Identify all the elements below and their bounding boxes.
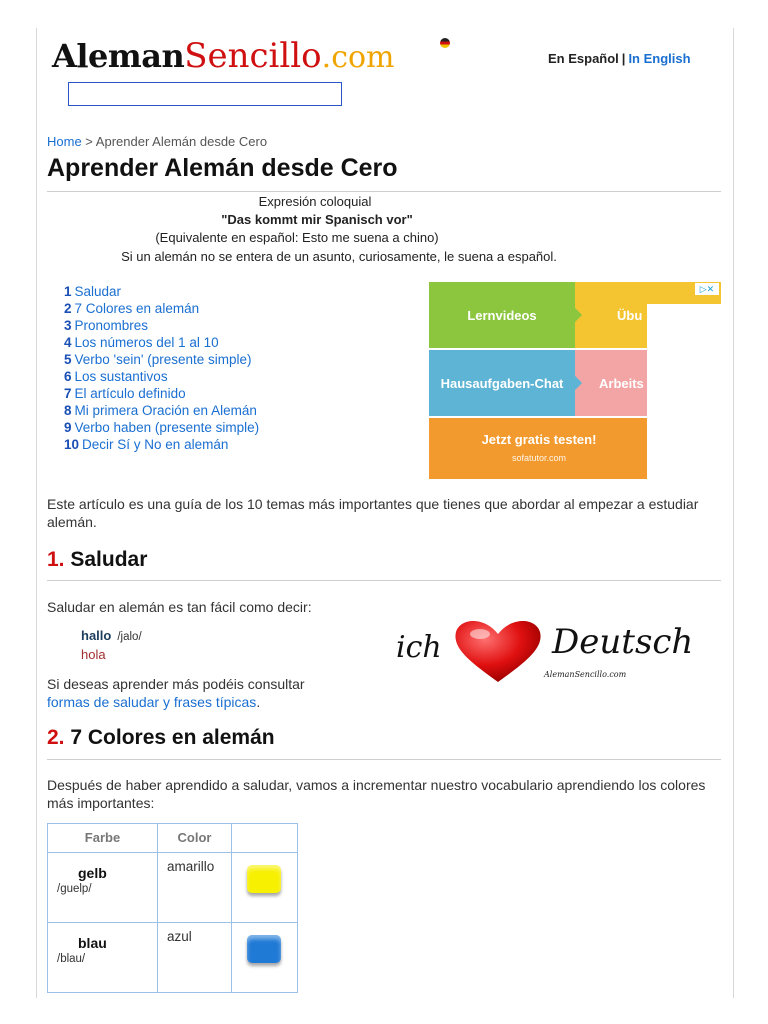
section1-text: Saludar en alemán es tan fácil como decir: bbox=[47, 599, 312, 615]
cell-german: blau /blau/ bbox=[48, 923, 158, 993]
german-flag-icon bbox=[440, 38, 450, 48]
divider bbox=[47, 191, 721, 192]
toc-item[interactable]: 2 7 Colores en alemán bbox=[64, 301, 200, 316]
heart-icon bbox=[450, 618, 546, 684]
search-input[interactable] bbox=[68, 82, 342, 106]
table-row bbox=[48, 853, 298, 923]
table-header-row bbox=[48, 824, 298, 853]
breadcrumb: Home > Aprender Alemán desde Cero bbox=[47, 134, 268, 149]
toc-item[interactable]: 6 Los sustantivos bbox=[64, 369, 168, 384]
section-heading-colores: 2. 7 Colores en alemán bbox=[47, 726, 275, 749]
table-row bbox=[48, 923, 298, 993]
toc-item[interactable]: 5 Verbo 'sein' (presente simple) bbox=[64, 352, 252, 367]
toc-item[interactable]: 9 Verbo haben (presente simple) bbox=[64, 420, 260, 435]
cell-swatch bbox=[232, 923, 298, 993]
image-text-deutsch: Deutsch bbox=[552, 622, 694, 662]
ad-tile-hausaufgaben[interactable]: Hausaufgaben-Chat bbox=[429, 350, 575, 416]
section-heading-saludar: 1. Saludar bbox=[47, 548, 148, 571]
site-logo[interactable]: AlemanSencillo.com bbox=[52, 36, 395, 76]
toc-item[interactable]: 3 Pronombres bbox=[64, 318, 149, 333]
lang-es-link[interactable]: En Español bbox=[548, 51, 619, 66]
column-header-color: Color bbox=[158, 824, 232, 853]
divider bbox=[47, 580, 721, 581]
column-header-farbe: Farbe bbox=[48, 824, 158, 853]
divider bbox=[47, 759, 721, 760]
ad-cta[interactable] bbox=[429, 418, 649, 479]
breadcrumb-current: Aprender Alemán desde Cero bbox=[95, 134, 268, 149]
expression-note: Si un alemán no se entera de un asunto, curiosamente, le suena a español. bbox=[121, 249, 557, 264]
vocab-phonetic: /jalo/ bbox=[117, 631, 142, 643]
ad-tile-arbeitsblaetter[interactable]: Arbeits bbox=[575, 350, 721, 416]
table-of-contents bbox=[64, 283, 259, 453]
ad-cta-label: Jetzt gratis testen! bbox=[481, 431, 597, 447]
section1-more: Si deseas aprender más podéis consultar formas de saludar y frases típicas. bbox=[47, 676, 305, 710]
colors-table bbox=[47, 823, 298, 993]
saludos-link[interactable]: formas de saludar y frases típicas bbox=[47, 694, 257, 710]
advertisement-banner[interactable] bbox=[429, 282, 721, 479]
expression-label: Expresión coloquial bbox=[258, 194, 372, 209]
page-title: Aprender Alemán desde Cero bbox=[47, 154, 398, 182]
cell-spanish: azul bbox=[158, 923, 232, 993]
image-credit: AlemanSencillo.com bbox=[544, 670, 627, 679]
toc-item[interactable]: 4 Los números del 1 al 10 bbox=[64, 335, 219, 350]
language-switcher: En Español | In English bbox=[548, 51, 691, 66]
cell-spanish: amarillo bbox=[158, 853, 232, 923]
ich-liebe-deutsch-image bbox=[392, 618, 707, 688]
ad-tile-uebungen[interactable]: Übu bbox=[575, 282, 721, 348]
toc-item[interactable]: 10 Decir Sí y No en alemán bbox=[64, 437, 229, 452]
color-swatch-blue bbox=[247, 935, 281, 963]
toc-item[interactable]: 7 El artículo definido bbox=[64, 386, 186, 401]
ad-brand: sofatutor.com bbox=[511, 452, 567, 463]
toc-item[interactable]: 8 Mi primera Oración en Alemán bbox=[64, 403, 257, 418]
expression-equivalent: (Equivalente en español: Esto me suena a chino) bbox=[155, 230, 439, 245]
lang-en-link[interactable]: In English bbox=[628, 51, 691, 66]
cell-swatch bbox=[232, 853, 298, 923]
breadcrumb-home-link[interactable]: Home bbox=[47, 134, 82, 149]
vocab-spanish: hola bbox=[81, 647, 106, 662]
vocab-german: hallo bbox=[81, 628, 112, 643]
column-header-swatch bbox=[232, 824, 298, 853]
cell-german: gelb /guelp/ bbox=[48, 853, 158, 923]
vocab-hallo bbox=[81, 628, 142, 643]
adchoices-icon[interactable]: ▷✕ bbox=[695, 283, 719, 295]
toc-item[interactable]: 1 Saludar bbox=[64, 284, 122, 299]
ad-overlay bbox=[647, 304, 721, 479]
color-swatch-yellow bbox=[247, 865, 281, 893]
section2-text: Después de haber aprendido a saludar, vamos a incrementar nuestro vocabulario aprendiendo los colores más importantes: bbox=[47, 777, 706, 811]
image-text-ich: ich bbox=[396, 630, 442, 665]
vocab-hola bbox=[81, 647, 106, 662]
expression-phrase: "Das kommt mir Spanisch vor" bbox=[221, 212, 413, 227]
ad-tile-lernvideos[interactable]: Lernvideos bbox=[429, 282, 575, 348]
intro-paragraph: Este artículo es una guía de los 10 temas más importantes que tienes que abordar al empezar a estudiar alemán. bbox=[47, 496, 699, 530]
